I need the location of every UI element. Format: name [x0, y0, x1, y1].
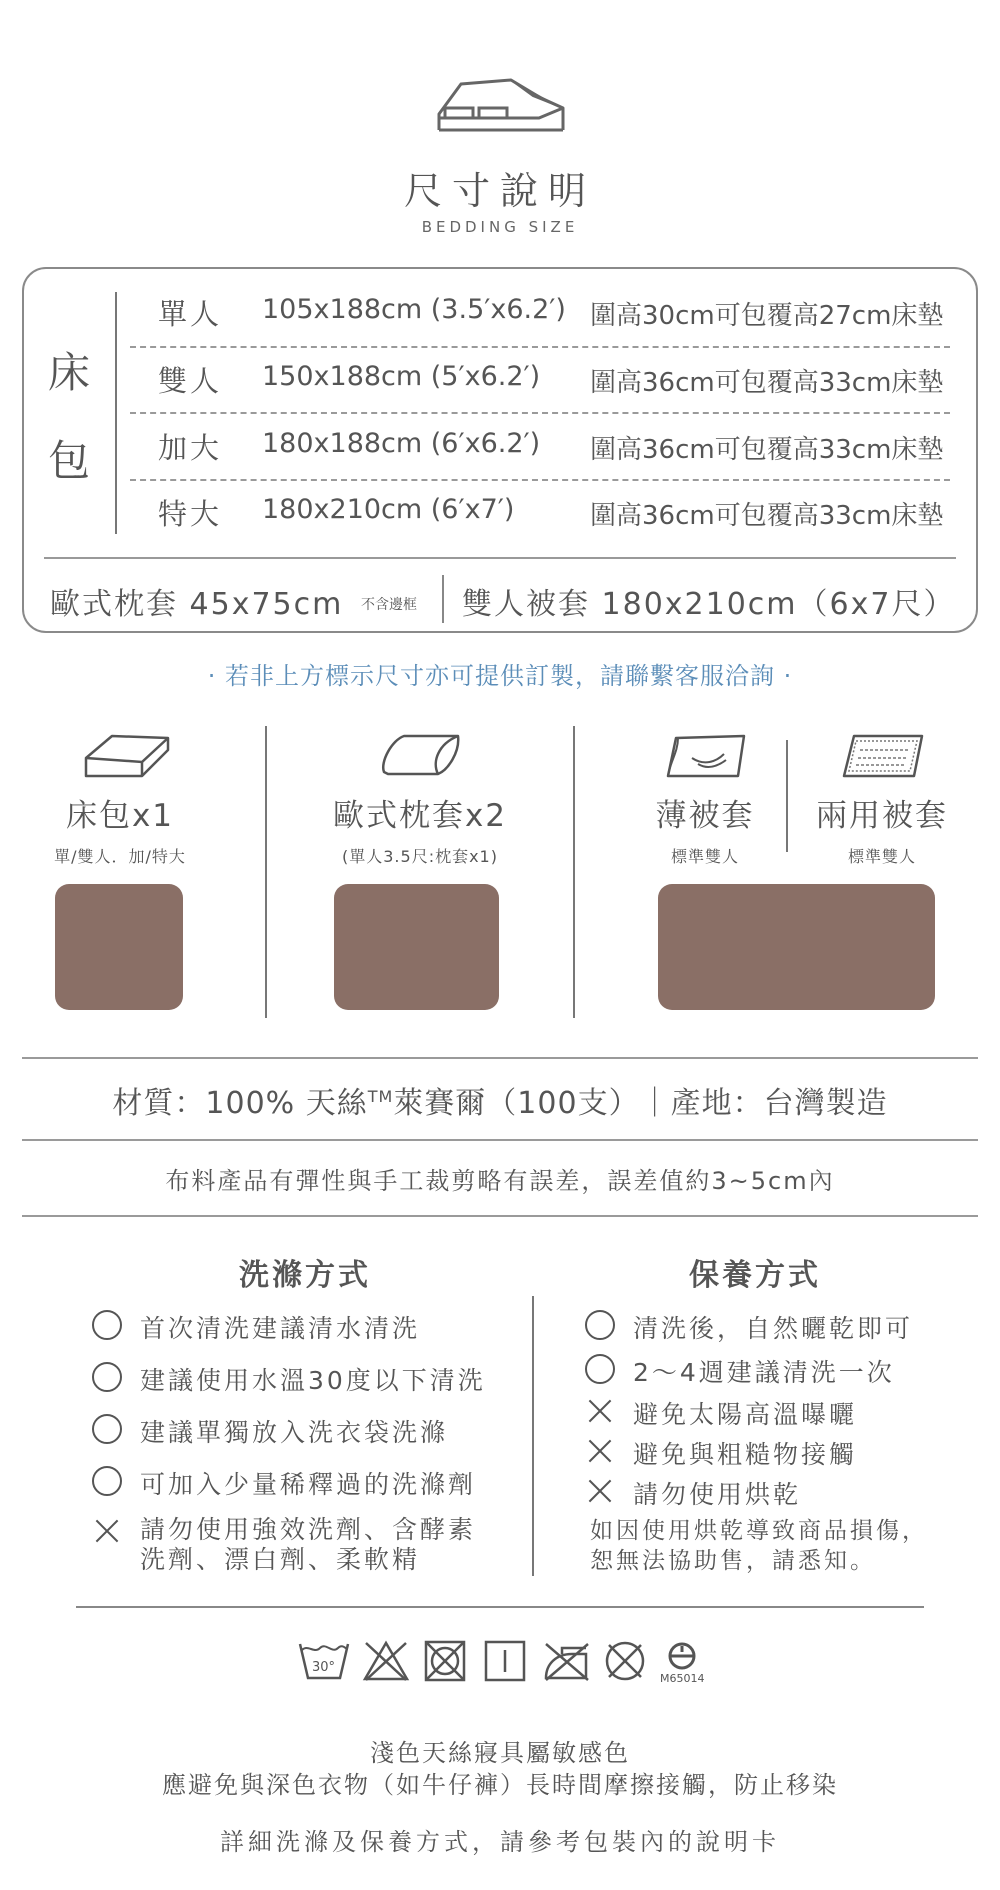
pillow-icon — [378, 732, 464, 778]
thin-duvet-icon — [664, 732, 748, 780]
instruction-card-note: 詳細洗滌及保養方式，請參考包裝內的說明卡 — [220, 1828, 780, 1856]
tolerance-note: 布料產品有彈性與手工裁剪略有誤差，誤差值約3~5cm內 — [165, 1167, 835, 1195]
size-row-note: 圍高36cm可包覆高33cm床墊 — [590, 435, 944, 465]
color-swatch — [55, 884, 183, 1010]
custom-order-note: · 若非上方標示尺寸亦可提供訂製，請聯繫客服洽詢 · — [207, 662, 793, 690]
size-row-name: 特大 — [158, 497, 223, 531]
table-vertical-divider — [115, 292, 117, 534]
color-transfer-warning: 應避免與深色衣物（如牛仔褲）長時間摩擦接觸，防止移染 — [162, 1771, 838, 1799]
dryer-warning: 如因使用烘乾導致商品損傷， — [590, 1518, 928, 1544]
page-subtitle: BEDDING SIZE — [421, 218, 579, 236]
item-name: 兩用被套 — [816, 798, 948, 834]
certification-code: M65014 — [660, 1672, 705, 1685]
table-bottom-divider — [44, 557, 956, 559]
wash-temperature-label: 30° — [312, 1660, 336, 1675]
item-name: 歐式枕套x2 — [332, 798, 508, 834]
pillowcase-size: 歐式枕套 45x75cm — [50, 587, 344, 622]
size-row-dimension: 150x188cm (5′x6.2′) — [262, 361, 541, 392]
size-row-name: 加大 — [158, 431, 223, 465]
washing-item: 建議使用水溫30度以下清洗 — [92, 1361, 486, 1397]
size-row-dimension: 105x188cm (3.5′x6.2′) — [262, 294, 566, 325]
column-divider — [573, 726, 575, 1018]
cross-icon — [585, 1475, 615, 1505]
cross-icon — [585, 1435, 615, 1465]
item-subtitle: 標準雙人 — [670, 847, 739, 866]
circle-icon — [585, 1354, 615, 1384]
care-item: 避免太陽高溫曝曬 — [585, 1395, 857, 1431]
size-row-name: 雙人 — [158, 364, 223, 398]
section-divider — [76, 1606, 924, 1608]
care-item: 請勿使用烘乾 — [585, 1475, 801, 1511]
circle-icon — [92, 1362, 122, 1392]
column-divider — [265, 726, 267, 1018]
dual-use-duvet-icon — [840, 732, 926, 780]
certification-mark-icon — [666, 1642, 698, 1670]
do-not-dry-clean-icon — [604, 1640, 646, 1682]
cross-icon — [92, 1515, 122, 1545]
care-column-divider — [532, 1296, 534, 1576]
size-row-dimension: 180x210cm (6′x7′) — [262, 494, 515, 525]
color-swatch — [334, 884, 499, 1010]
care-item: 清洗後，自然曬乾即可 — [585, 1309, 913, 1345]
bed-logo-icon — [433, 74, 569, 136]
circle-icon — [92, 1414, 122, 1444]
item-subtitle: 單/雙人．加/特大 — [54, 847, 186, 866]
cross-icon — [585, 1395, 615, 1425]
do-not-tumble-dry-icon — [424, 1640, 466, 1682]
row-divider — [130, 412, 950, 414]
bottom-row-divider — [442, 575, 444, 623]
washing-title: 洗滌方式 — [239, 1258, 371, 1293]
sensitive-color-note: 淺色天絲寢具屬敏感色 — [370, 1739, 630, 1767]
dryer-warning: 恕無法協助售，請悉知。 — [590, 1548, 876, 1574]
circle-icon — [92, 1466, 122, 1496]
row-divider — [130, 346, 950, 348]
line-dry-icon — [484, 1640, 526, 1682]
color-swatch — [658, 884, 935, 1010]
pillowcase-size-note: 不含邊框 — [361, 597, 417, 613]
circle-icon — [585, 1310, 615, 1340]
size-row-note: 圍高36cm可包覆高33cm床墊 — [590, 368, 944, 398]
item-name: 薄被套 — [655, 798, 755, 834]
washing-item: 首次清洗建議清水清洗 — [92, 1309, 420, 1345]
material-info: 材質：100% 天絲™萊賽爾（100支）｜產地：台灣製造 — [112, 1086, 888, 1121]
fitted-sheet-label-bottom: 包 — [48, 436, 91, 485]
do-not-iron-icon — [542, 1640, 590, 1682]
page-title: 尺寸說明 — [403, 169, 596, 213]
care-item: 避免與粗糙物接觸 — [585, 1435, 857, 1471]
care-title: 保養方式 — [689, 1258, 821, 1293]
size-row-note: 圍高36cm可包覆高33cm床墊 — [590, 501, 944, 531]
trademark-mark: TM — [367, 1087, 394, 1106]
size-row-note: 圍高30cm可包覆高27cm床墊 — [590, 301, 944, 331]
size-row-name: 單人 — [158, 297, 223, 331]
do-not-bleach-icon — [362, 1640, 410, 1682]
washing-item: 建議單獨放入洗衣袋洗滌 — [92, 1413, 448, 1449]
section-divider — [22, 1139, 978, 1141]
duvet-size: 雙人被套 180x210cm（6x7尺） — [462, 587, 956, 622]
item-name: 床包x1 — [65, 798, 175, 834]
washing-item: 可加入少量稀釋過的洗滌劑 — [92, 1465, 476, 1501]
size-row-dimension: 180x188cm (6′x6.2′) — [262, 428, 541, 459]
fitted-sheet-icon — [82, 732, 172, 780]
washing-item: 請勿使用強效洗劑、含酵素 洗劑、漂白劑、柔軟精 — [92, 1515, 476, 1575]
section-divider — [22, 1057, 978, 1059]
row-divider — [130, 479, 950, 481]
care-item: 2～4週建議清洗一次 — [585, 1353, 895, 1389]
item-subtitle: (單人3.5尺:枕套x1) — [342, 847, 498, 866]
circle-icon — [92, 1310, 122, 1340]
section-divider — [22, 1215, 978, 1217]
fitted-sheet-label-top: 床 — [48, 348, 91, 397]
item-subtitle: 標準雙人 — [847, 847, 916, 866]
